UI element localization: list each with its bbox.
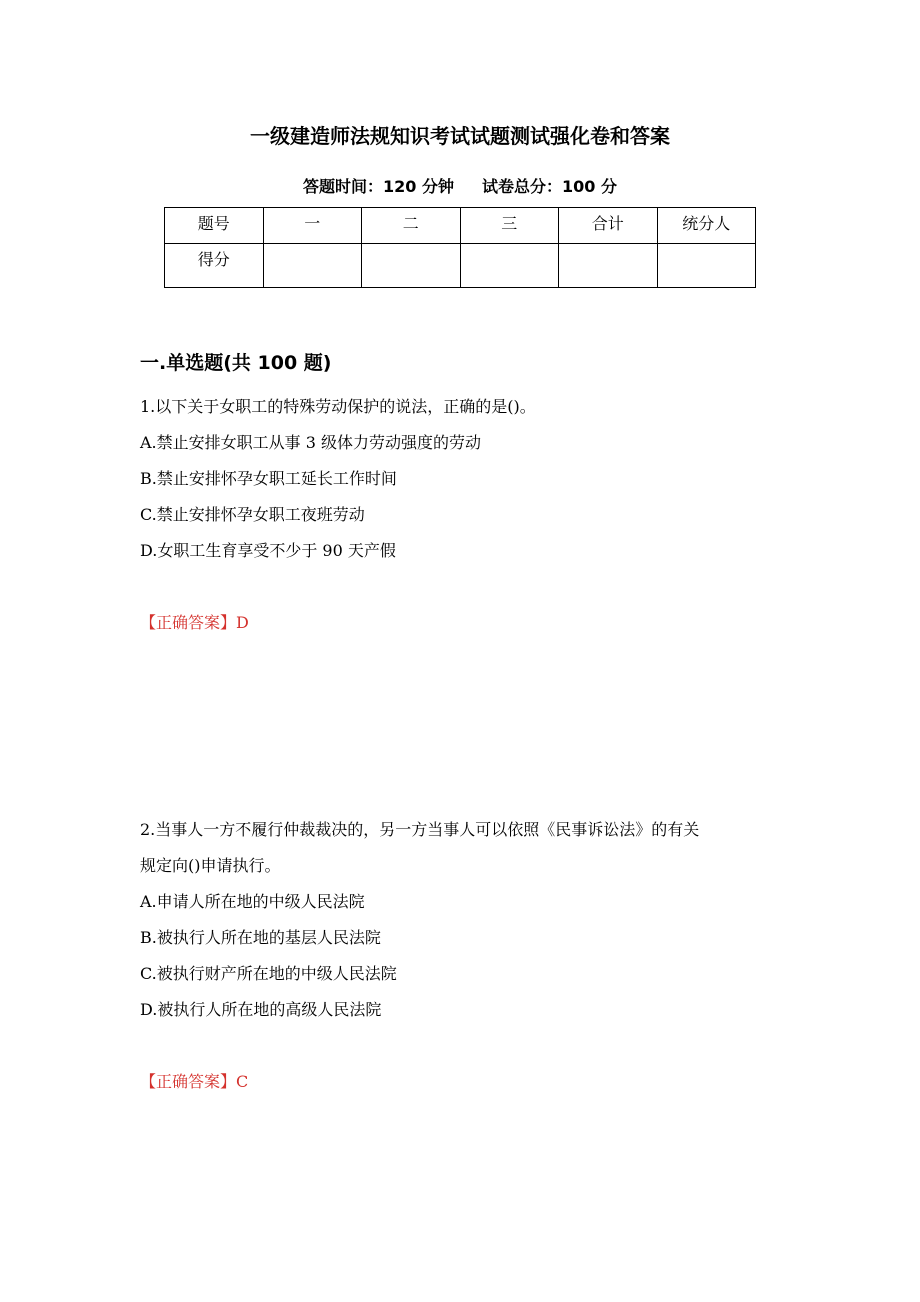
question-2-option-c: C.被执行财产所在地的中级人民法院 [140,964,397,983]
question-1-option-b: B.禁止安排怀孕女职工延长工作时间 [140,469,397,488]
exam-info [0,174,920,197]
question-2-option-d: D.被执行人所在地的高级人民法院 [140,1000,382,1019]
score-cell [559,244,658,288]
question-1-option-a: A.禁止安排女职工从事 3 级体力劳动强度的劳动 [140,433,481,452]
question-1-option-d: D.女职工生育享受不少于 90 天产假 [140,541,396,560]
score-header-cell: 统分人 [657,208,756,244]
score-header-cell: 一 [263,208,362,244]
question-1-stem: 1.以下关于女职工的特殊劳动保护的说法，正确的是()。 [140,397,536,416]
page-title: 一级建造师法规知识考试试题测试强化卷和答案 [250,124,670,148]
question-2-answer: 【正确答案】C [140,1072,249,1091]
score-cell [657,244,756,288]
exam-total-score: 试卷总分：100 分 [482,177,617,196]
score-header-cell: 三 [460,208,559,244]
score-header-cell: 二 [362,208,461,244]
score-table-score-row [165,244,756,288]
score-cell [263,244,362,288]
question-2-stem: 2.当事人一方不履行仲裁裁决的，另一方当事人可以依照《民事诉讼法》的有关 [140,820,700,839]
score-table-header-row [165,208,756,244]
question-2-option-a: A.申请人所在地的中级人民法院 [140,892,365,911]
question-1-option-c: C.禁止安排怀孕女职工夜班劳动 [140,505,365,524]
score-cell [460,244,559,288]
score-header-cell: 题号 [165,208,264,244]
question-1-answer: 【正确答案】D [140,613,249,632]
question-2-stem-continued: 规定向()申请执行。 [140,856,281,875]
score-cell [362,244,461,288]
section-title: 一.单选题(共 100 题) [140,352,332,374]
score-header-cell: 合计 [559,208,658,244]
score-table [164,207,756,288]
question-2-option-b: B.被执行人所在地的基层人民法院 [140,928,381,947]
exam-time: 答题时间：120 分钟 [303,177,454,196]
score-row-label: 得分 [165,244,264,288]
